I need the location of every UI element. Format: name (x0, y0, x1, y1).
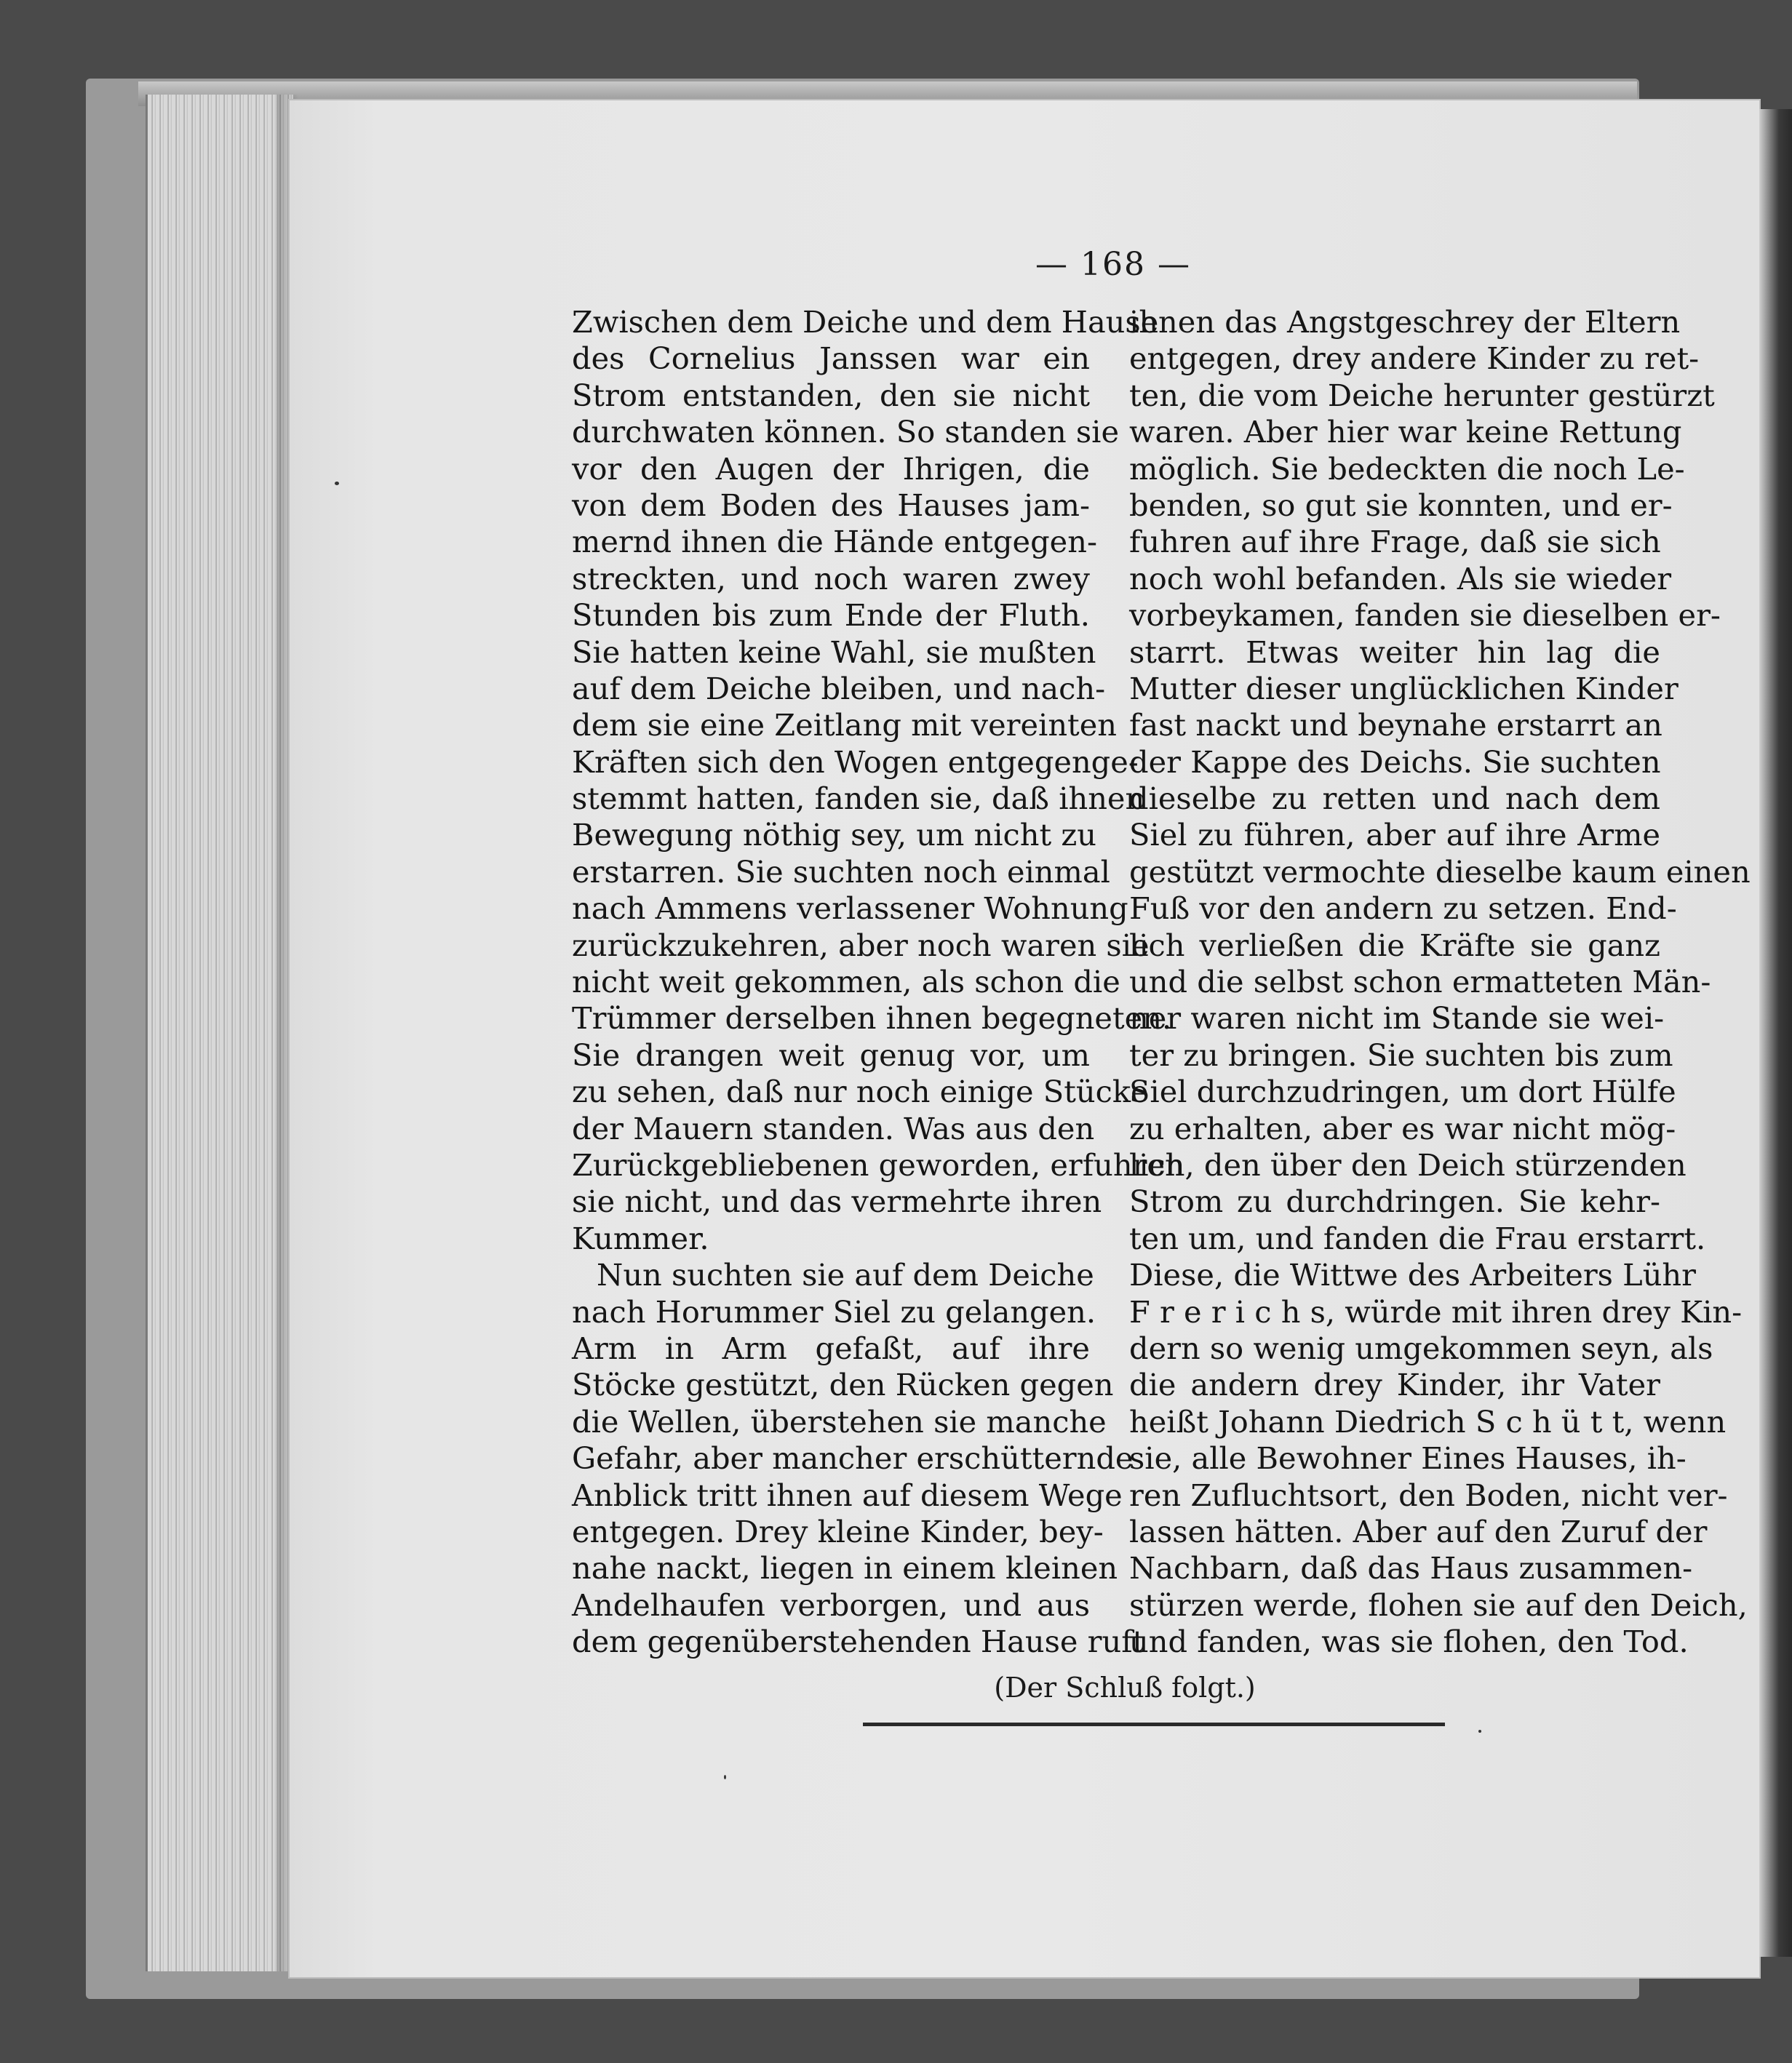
text-line: zu sehen, daß nur noch einige Stücke (572, 1074, 1149, 1110)
text-line: dem gegenüberstehenden Hause ruft (572, 1624, 1145, 1660)
text-line: entgegen, drey andere Kinder zu ret- (1129, 340, 1700, 377)
text-line: gestützt vermochte dieselbe kaum einen (1129, 853, 1751, 890)
text-line: stürzen werde, flohen sie auf den Deich, (1129, 1587, 1748, 1623)
text-line: dem sie eine Zeitlang mit vereinten (572, 707, 1118, 743)
paper-speck (724, 1775, 726, 1779)
text-line: und die selbst schon ermatteten Män- (1129, 964, 1711, 1000)
text-line: ren Zufluchtsort, den Boden, nicht ver- (1129, 1477, 1728, 1513)
text-line: zu erhalten, aber es war nicht mög- (1129, 1110, 1676, 1146)
text-line: von dem Boden des Hauses jam- (572, 487, 1090, 523)
text-line: Stunden bis zum Ende der Fluth. (572, 597, 1090, 634)
continuation-note: (Der Schluß folgt.) (994, 1672, 1256, 1704)
text-line: Zurückgebliebenen geworden, erfuhren (572, 1146, 1184, 1183)
text-line: die andern drey Kinder, ihr Vater (1129, 1367, 1660, 1403)
page-number: — 168 — (1035, 246, 1191, 283)
text-line: sie, alle Bewohner Eines Hauses, ih- (1129, 1440, 1687, 1477)
text-line: Siel durchzudringen, um dort Hülfe (1129, 1074, 1676, 1110)
text-line: nach Horummer Siel zu gelangen. (572, 1293, 1096, 1330)
text-line: streckten, und noch waren zwey (572, 560, 1090, 596)
text-line: nach Ammens verlassener Wohnung (572, 890, 1128, 927)
text-line: mernd ihnen die Hände entgegen- (572, 524, 1097, 560)
text-line: möglich. Sie bedeckten die noch Le- (1129, 450, 1685, 487)
text-line: Mutter dieser unglücklichen Kinder (1129, 670, 1678, 706)
text-line: Sie hatten keine Wahl, sie mußten (572, 634, 1096, 670)
text-line: Kummer. (572, 1220, 709, 1256)
text-line: fuhren auf ihre Frage, daß sie sich (1129, 524, 1661, 560)
end-rule (863, 1723, 1445, 1726)
text-line: Arm in Arm gefaßt, auf ihre (572, 1330, 1090, 1366)
text-line: benden, so gut sie konnten, und er- (1129, 487, 1673, 523)
text-line: Gefahr, aber mancher erschütternde (572, 1440, 1134, 1477)
text-column-right (1129, 304, 1751, 1660)
text-line: Bewegung nöthig sey, um nicht zu (572, 817, 1096, 853)
text-line: ten um, und fanden die Frau erstarrt. (1129, 1220, 1706, 1256)
text-line: Fuß vor den andern zu setzen. End- (1129, 890, 1677, 927)
paper-speck (335, 482, 339, 485)
text-line: Anblick tritt ihnen auf diesem Wege (572, 1477, 1123, 1513)
text-line: die Wellen, überstehen sie manche (572, 1403, 1107, 1440)
text-line: dern so wenig umgekommen seyn, als (1129, 1330, 1713, 1366)
text-line: durchwaten können. So standen sie (572, 414, 1120, 450)
text-line: lich, den über den Deich stürzenden (1129, 1146, 1687, 1183)
text-line: Sie drangen weit genug vor, um (572, 1037, 1090, 1073)
text-line: des Cornelius Janssen war ein (572, 340, 1090, 377)
text-line: erstarren. Sie suchten noch einmal (572, 853, 1110, 890)
text-line: ner waren nicht im Stande sie wei- (1129, 1000, 1665, 1037)
text-line: F r e r i c h s, würde mit ihren drey Kin- (1129, 1293, 1743, 1330)
text-line: Nun suchten sie auf dem Deiche (597, 1257, 1094, 1293)
paper-speck (1478, 1730, 1481, 1733)
text-line: dieselbe zu retten und nach dem (1129, 781, 1660, 817)
text-line: Stöcke gestützt, den Rücken gegen (572, 1367, 1114, 1403)
text-line: ten, die vom Deiche herunter gestürzt (1129, 377, 1715, 413)
text-line: entgegen. Drey kleine Kinder, bey- (572, 1513, 1104, 1549)
text-line: Siel zu führen, aber auf ihre Arme (1129, 817, 1660, 853)
text-line: waren. Aber hier war keine Rettung (1129, 414, 1682, 450)
text-line: ter zu bringen. Sie suchten bis zum (1129, 1037, 1673, 1073)
text-line: starrt. Etwas weiter hin lag die (1129, 634, 1660, 670)
text-line: zurückzukehren, aber noch waren sie (572, 927, 1150, 963)
text-line: nahe nackt, liegen in einem kleinen (572, 1550, 1118, 1587)
text-line: lassen hätten. Aber auf den Zuruf der (1129, 1513, 1708, 1549)
text-line: fast nackt und beynahe erstarrt an (1129, 707, 1662, 743)
text-line: Diese, die Wittwe des Arbeiters Lühr (1129, 1257, 1696, 1293)
text-line: nicht weit gekommen, als schon die (572, 964, 1120, 1000)
text-column-left (572, 304, 1184, 1660)
text-line: Andelhaufen verborgen, und aus (572, 1587, 1090, 1623)
text-line: vorbeykamen, fanden sie dieselben er- (1129, 597, 1721, 634)
text-line: Strom entstanden, den sie nicht (572, 377, 1090, 413)
text-line: vor den Augen der Ihrigen, die (572, 450, 1090, 487)
text-line: heißt Johann Diedrich S c h ü t t, wenn (1129, 1403, 1727, 1440)
text-line: Trümmer derselben ihnen begegneten. (572, 1000, 1172, 1037)
text-line: auf dem Deiche bleiben, und nach- (572, 670, 1106, 706)
text-line: Strom zu durchdringen. Sie kehr- (1129, 1184, 1660, 1220)
text-line: ihnen das Angstgeschrey der Eltern (1129, 304, 1681, 340)
text-line: der Kappe des Deichs. Sie suchten (1129, 743, 1661, 780)
text-line: und fanden, was sie flohen, den Tod. (1129, 1624, 1689, 1660)
page-block-edges (146, 95, 293, 1971)
text-line: Nachbarn, daß das Haus zusammen- (1129, 1550, 1693, 1587)
page-gutter-edge (1759, 109, 1792, 1957)
text-line: noch wohl befanden. Als sie wieder (1129, 560, 1672, 596)
text-line: lich verließen die Kräfte sie ganz (1129, 927, 1660, 963)
text-line: Zwischen dem Deiche und dem Hause (572, 304, 1159, 340)
text-line: Kräften sich den Wogen entgegenge- (572, 743, 1139, 780)
text-line: stemmt hatten, fanden sie, daß ihnen (572, 781, 1145, 817)
text-line: der Mauern standen. Was aus den (572, 1110, 1095, 1146)
text-line: sie nicht, und das vermehrte ihren (572, 1184, 1102, 1220)
